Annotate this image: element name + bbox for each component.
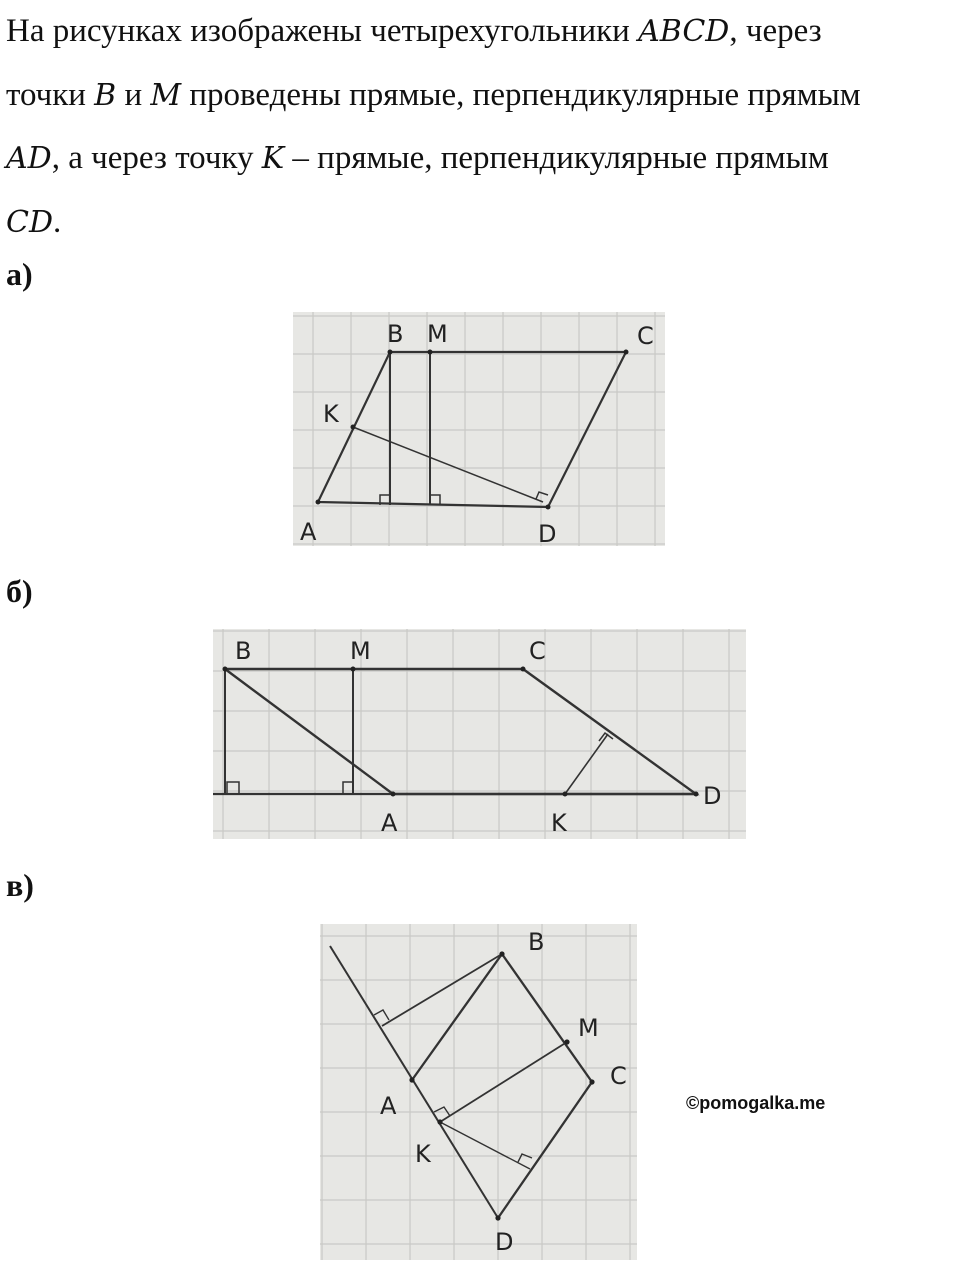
diagonal-bk: [412, 954, 502, 1080]
var-abcd: ABCD: [638, 14, 730, 49]
label-k: K: [551, 809, 567, 837]
part-a-label: а): [6, 256, 33, 292]
problem-statement: [6, 0, 956, 254]
label-c: C: [529, 637, 546, 665]
label-b: B: [235, 637, 252, 665]
label-b: B: [528, 928, 545, 956]
figure-a-drawing: [293, 312, 665, 546]
grid: [320, 924, 637, 1260]
right-angle-mark-b: [227, 782, 239, 794]
perpendicular-from-b: [382, 954, 502, 1026]
label-a: A: [380, 1092, 397, 1120]
grid: [293, 312, 665, 546]
var-b: B: [94, 77, 117, 113]
line-ad: [330, 946, 498, 1218]
problem-line-3: AD, а через точку K – прямые, перпендикулярные прямым: [6, 140, 829, 176]
var-k: K: [261, 141, 285, 176]
perpendicular-from-m: [440, 1042, 567, 1122]
problem-line-4: CD.: [6, 203, 62, 240]
label-a: A: [381, 809, 398, 837]
label-b: B: [387, 320, 404, 348]
var-ad: AD: [6, 141, 52, 176]
grid: [213, 629, 746, 839]
label-k: K: [323, 400, 339, 428]
label-a: A: [300, 518, 317, 546]
label-c: C: [610, 1062, 627, 1090]
problem-line-1: На рисунках изображены четырехугольники ABCD, через: [6, 13, 822, 49]
var-m: M: [150, 77, 182, 113]
part-b-label: б): [6, 573, 33, 609]
label-m: M: [350, 637, 371, 665]
perpendicular-from-k: [565, 734, 608, 794]
label-c: C: [637, 322, 654, 350]
label-m: M: [427, 320, 448, 348]
right-angle-mark-k: [518, 1154, 532, 1162]
right-angle-mark-m: [343, 782, 353, 794]
label-d: D: [703, 782, 722, 810]
figure-c: [320, 924, 637, 1260]
figure-a: [293, 312, 665, 546]
figure-b-drawing: [213, 629, 746, 839]
label-k: K: [415, 1140, 431, 1168]
label-d: D: [538, 520, 557, 546]
figure-c-drawing: [320, 924, 637, 1260]
watermark-credit: ©pomogalka.me: [686, 1093, 826, 1113]
perpendicular-from-k: [353, 427, 543, 502]
quadrilateral-abcd: [412, 954, 592, 1218]
label-d: D: [495, 1228, 514, 1256]
right-angle-mark-k: [536, 492, 548, 499]
label-m: M: [578, 1014, 599, 1042]
quadrilateral-abcd: [225, 669, 696, 794]
right-angle-mark-b: [374, 1010, 389, 1020]
var-cd: CD: [6, 204, 54, 240]
figure-b: [213, 629, 746, 839]
part-c-label: в): [6, 867, 34, 903]
problem-line-2: точки B и M проведены прямые, перпендикулярные прямым: [6, 76, 861, 113]
